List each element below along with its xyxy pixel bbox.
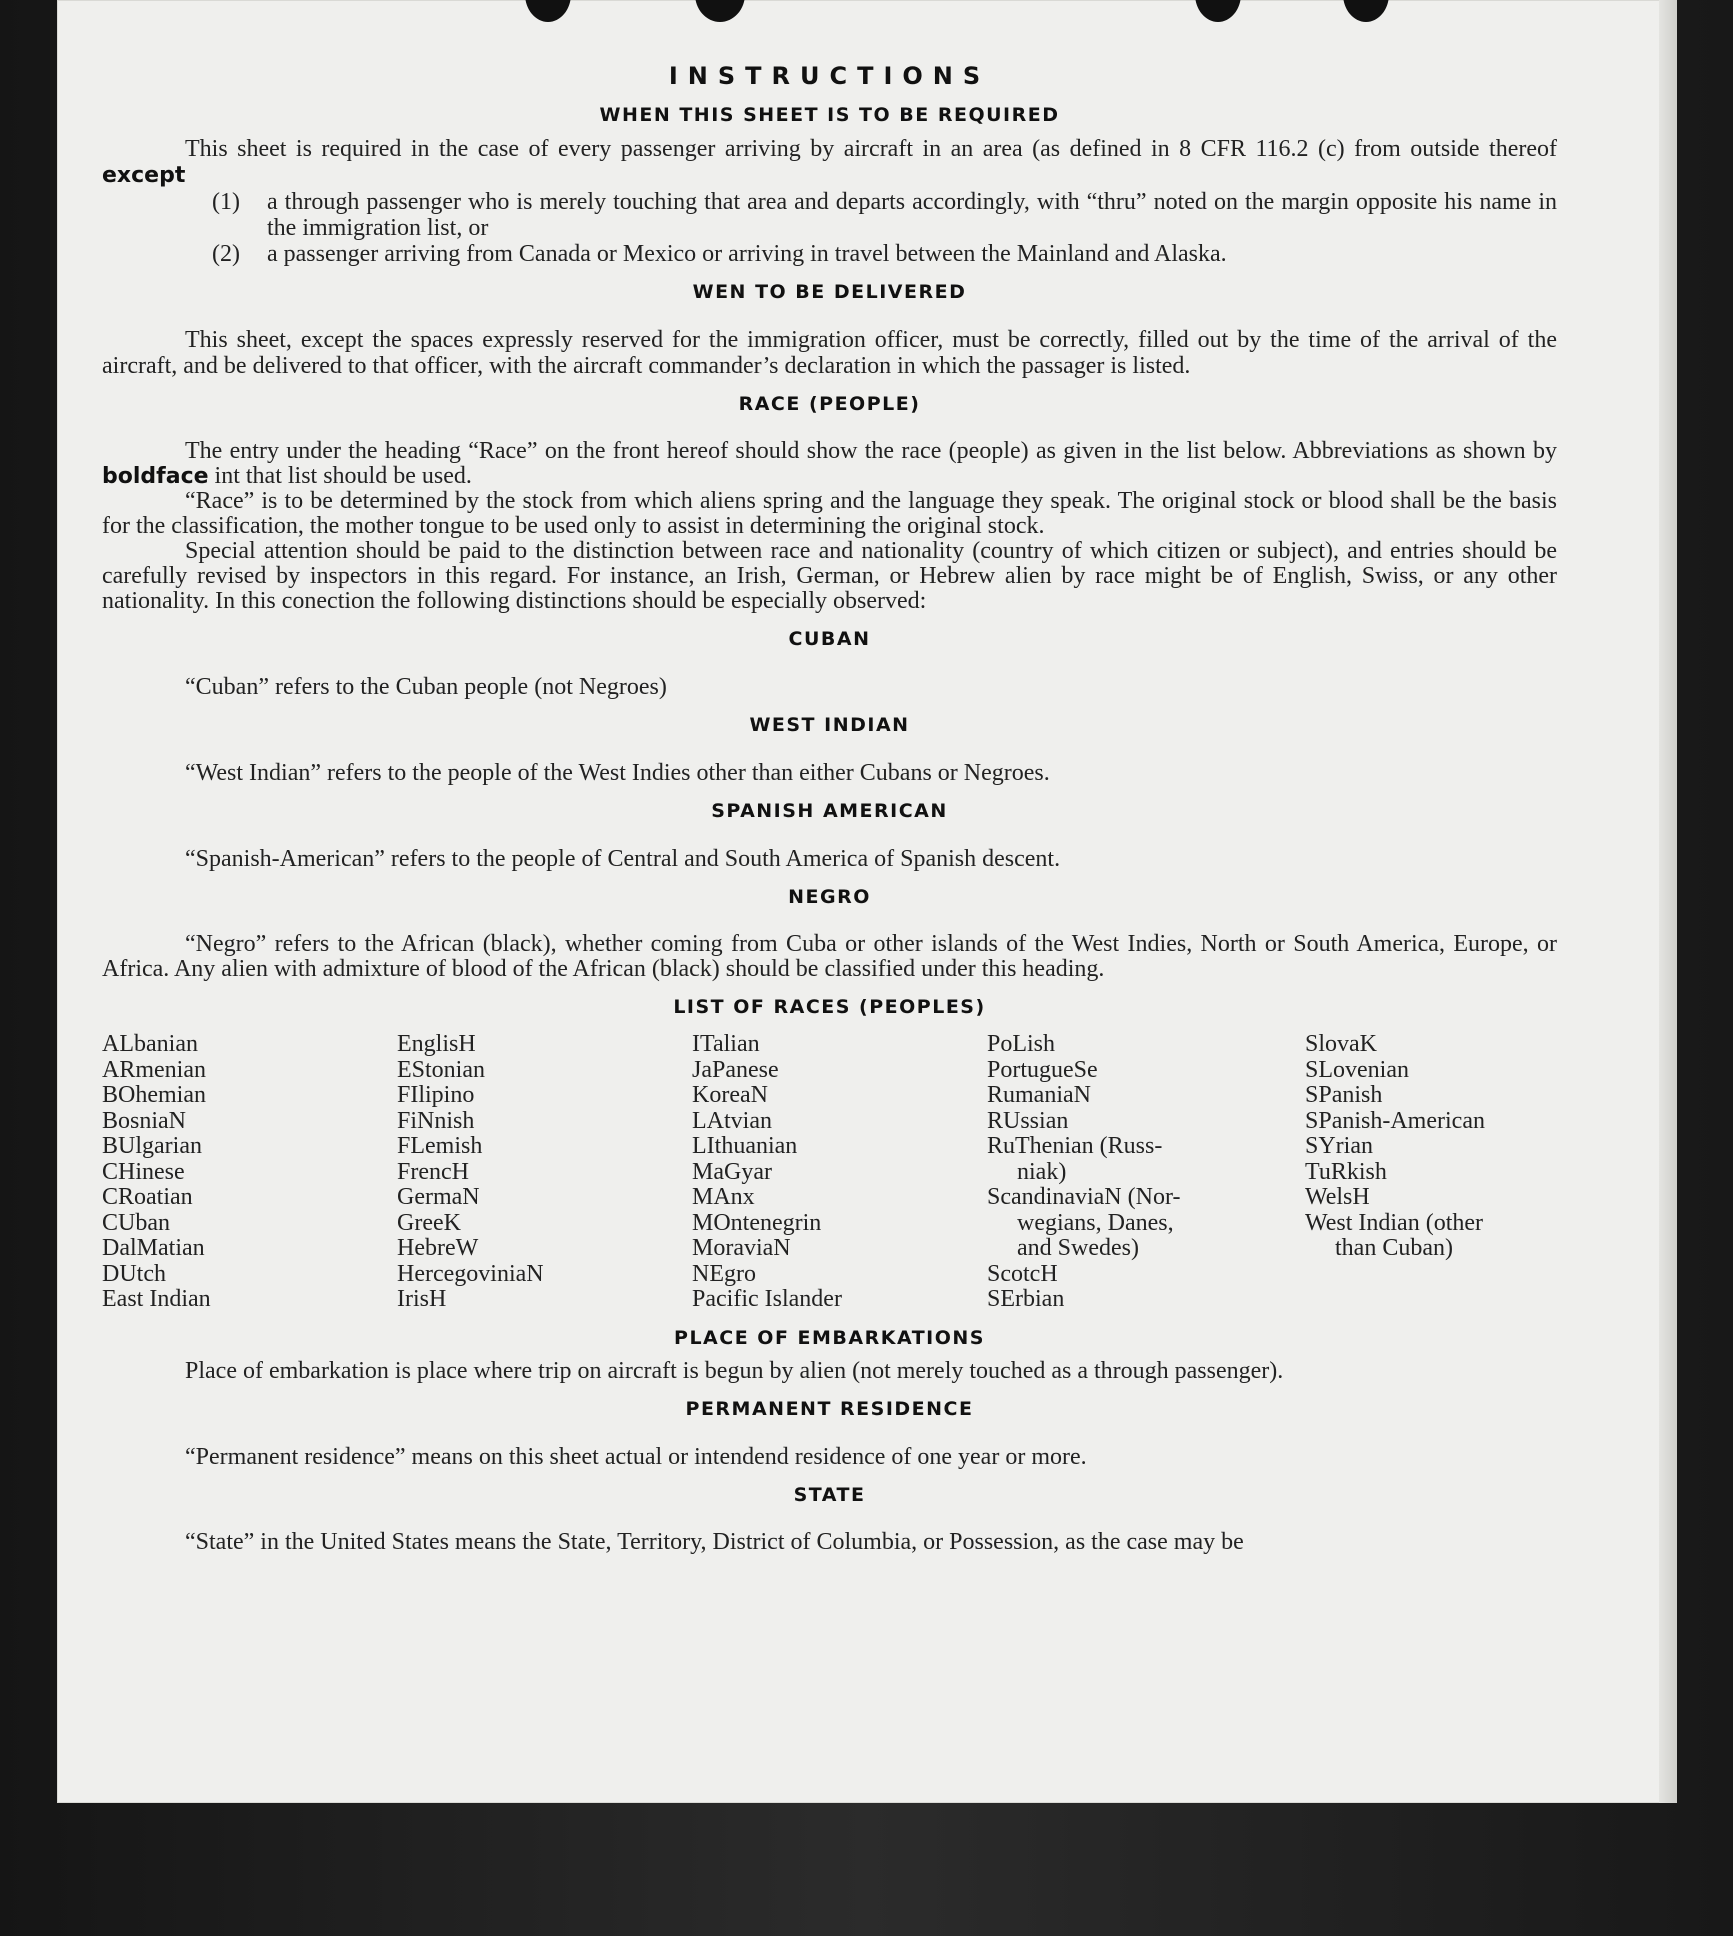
paragraph-race-stock: “Race” is to be determined by the stock from which aliens spring and the language they speak. The original stock or blood shall be the basis for the classification, the mother tongue to be used only to assist in determining the original stock.: [102, 488, 1557, 539]
races-column: [1305, 1032, 1555, 1313]
race-entry: BosniaN: [102, 1107, 186, 1134]
race-entry: niak): [1017, 1158, 1067, 1185]
exception-item: [212, 189, 1557, 241]
race-entry: FiNnish: [397, 1107, 475, 1134]
section-heading-state: STATE: [793, 1483, 866, 1506]
spacer: [102, 1430, 1557, 1444]
spacer: [102, 660, 1557, 674]
spacer: [102, 313, 1557, 327]
ink-blot: [1343, 0, 1389, 22]
spacer: [102, 425, 1557, 439]
document-page: [57, 0, 1677, 1803]
race-entry: FLemish: [397, 1133, 483, 1159]
section-heading-list-of-races: LIST OF RACES (PEOPLES): [673, 996, 986, 1018]
race-entry: SLovenian: [1305, 1056, 1409, 1083]
race-entry: SPanish-American: [1305, 1107, 1485, 1134]
keyword-boldface: boldface: [102, 464, 209, 489]
paragraph-permanent-residence: “Permanent residence” means on this sheet actual or intendend residence of one year or more.: [185, 1443, 1087, 1470]
exception-item: [212, 241, 1557, 267]
race-entry: MaGyar: [692, 1158, 772, 1185]
race-entry: MAnx: [692, 1184, 755, 1210]
race-entry-text: The entry under the heading “Race” on the front hereof should show the race (people) as given in the list below. Abbreviations as shown by: [185, 438, 1557, 464]
spacer: [102, 832, 1557, 846]
race-entry: RUssian: [987, 1107, 1069, 1134]
race-entry: ScandinaviaN (Nor-: [987, 1184, 1181, 1210]
races-column: [397, 1032, 692, 1313]
race-entry: BUlgarian: [102, 1133, 202, 1159]
keyword-except: except: [102, 163, 186, 188]
instructions-body: [102, 62, 1557, 1555]
race-entry: West Indian (other: [1305, 1209, 1484, 1236]
exception-list: [102, 189, 1557, 267]
paragraph-cuban: “Cuban” refers to the Cuban people (not Negroes): [185, 674, 667, 700]
page-edge: [1659, 0, 1677, 1803]
race-entry: EStonian: [397, 1056, 485, 1083]
exception-number: (1): [212, 189, 240, 215]
paragraph-negro: “Negro” refers to the African (black), whether coming from Cuba or other islands of the West Indies, North or South America, Europe, or Africa. Any alien with admixture of blood of the African (black) should be classified under this heading.: [102, 931, 1557, 982]
race-entry: and Swedes): [1017, 1235, 1139, 1261]
paragraph-state: “State” in the United States means the State, Territory, District of Columbia, or Possession, as the case may be: [185, 1528, 1244, 1555]
race-entry: MoraviaN: [692, 1235, 791, 1261]
race-entry: RumaniaN: [987, 1082, 1091, 1108]
races-column: [102, 1032, 397, 1313]
race-entry: LAtvian: [692, 1107, 772, 1134]
race-entry: EnglisH: [397, 1031, 476, 1057]
race-entry: TuRkish: [1305, 1158, 1387, 1185]
race-entry: ALbanian: [102, 1031, 198, 1057]
paragraph-race-entry: [102, 439, 1557, 489]
race-entry: KoreaN: [692, 1082, 768, 1108]
race-entry: PoLish: [987, 1031, 1056, 1057]
race-entry: wegians, Danes,: [1017, 1209, 1174, 1236]
race-entry: HebreW: [397, 1235, 479, 1261]
races-list: [102, 1032, 1557, 1313]
paragraph-required: [102, 136, 1557, 189]
race-entry: BOhemian: [102, 1082, 206, 1108]
race-entry: CRoatian: [102, 1184, 193, 1210]
race-entry: Pacific Islander: [692, 1286, 842, 1312]
race-entry: JaPanese: [692, 1056, 779, 1083]
race-entry: SErbian: [987, 1286, 1065, 1312]
race-entry: PortugueSe: [987, 1056, 1098, 1083]
paragraph-delivered: This sheet, except the spaces expressly reserved for the immigration officer, must be correctly, filled out by the time of the arrival of the aircraft, and be delivered to that officer, with the aircraft commander’s declaration in which the passager is listed.: [102, 327, 1557, 379]
paragraph-west-indian: “West Indian” refers to the people of the West Indies other than either Cubans or Negroes.: [185, 760, 1050, 786]
race-entry: MOntenegrin: [692, 1209, 822, 1236]
race-entry: FIlipino: [397, 1082, 475, 1108]
ink-blot: [525, 0, 571, 22]
spacer: [102, 746, 1557, 760]
section-heading-negro: NEGRO: [788, 886, 871, 908]
race-entry: CUban: [102, 1209, 170, 1236]
race-entry: DalMatian: [102, 1235, 205, 1261]
section-heading-race: RACE (PEOPLE): [738, 393, 921, 415]
race-entry: GreeK: [397, 1209, 461, 1236]
race-entry: ITalian: [692, 1031, 760, 1057]
required-text: This sheet is required in the case of every passenger arriving by aircraft in an area (as defined in 8 CFR 116.2 (c) from outside thereof: [185, 136, 1557, 162]
section-heading-cuban: CUBAN: [788, 628, 871, 650]
page-title: INSTRUCTIONS: [668, 62, 991, 90]
race-entry-text-end: int that list should be used.: [208, 463, 472, 489]
race-entry: SYrian: [1305, 1133, 1373, 1159]
spacer: [102, 1516, 1557, 1530]
race-entry: than Cuban): [1335, 1235, 1453, 1261]
race-entry: WelsH: [1305, 1184, 1370, 1210]
paragraph-race-nationality: Special attention should be paid to the distinction between race and nationality (country of which citizen or subject), and entries should be carefully revised by inspectors in this regard. For instance, an Irish, German, or Hebrew alien by race might be of English, Swiss, or any other nationality. In this conection the following distinctions should be especially observed:: [102, 538, 1557, 614]
race-entry: ScotcH: [987, 1260, 1058, 1287]
race-entry: LIthuanian: [692, 1133, 798, 1159]
race-entry: SlovaK: [1305, 1031, 1377, 1057]
exception-text: a passenger arriving from Canada or Mexico or arriving in travel between the Mainland and Alaska.: [267, 241, 1227, 267]
section-heading-when-required: WHEN THIS SHEET IS TO BE REQUIRED: [599, 104, 1060, 126]
exception-text: a through passenger who is merely touching that area and departs accordingly, with “thru” noted on the margin opposite his name in the immigration list, or: [267, 189, 1557, 241]
races-column: [692, 1032, 987, 1313]
ink-blot: [1195, 0, 1241, 22]
paragraph-spanish-american: “Spanish-American” refers to the people of Central and South America of Spanish descent.: [185, 846, 1061, 872]
section-heading-permanent-residence: PERMANENT RESIDENCE: [685, 1397, 974, 1420]
race-entry: ARmenian: [102, 1056, 206, 1083]
section-heading-west-indian: WEST INDIAN: [749, 714, 910, 736]
section-heading-place-of-embarkation: PLACE OF EMBARKATIONS: [674, 1326, 985, 1349]
race-entry: FrencH: [397, 1158, 469, 1185]
race-entry: HercegoviniaN: [397, 1260, 544, 1287]
paragraph-embarkation: Place of embarkation is place where trip on aircraft is begun by alien (not merely touched as a through passenger).: [185, 1357, 1284, 1384]
race-entry: NEgro: [692, 1260, 756, 1287]
race-entry: SPanish: [1305, 1082, 1383, 1108]
races-column: [987, 1032, 1305, 1313]
exception-number: (2): [212, 241, 240, 267]
ink-blot: [695, 0, 745, 22]
spacer: [102, 918, 1557, 932]
section-heading-when-delivered: WEN TO BE DELIVERED: [692, 281, 967, 303]
race-entry: RuThenian (Russ-: [987, 1133, 1163, 1159]
race-entry: GermaN: [397, 1184, 480, 1210]
race-entry: DUtch: [102, 1260, 166, 1287]
race-entry: IrisH: [397, 1286, 447, 1312]
section-heading-spanish-american: SPANISH AMERICAN: [711, 800, 948, 822]
race-entry: CHinese: [102, 1158, 185, 1185]
race-entry: East Indian: [102, 1286, 211, 1312]
